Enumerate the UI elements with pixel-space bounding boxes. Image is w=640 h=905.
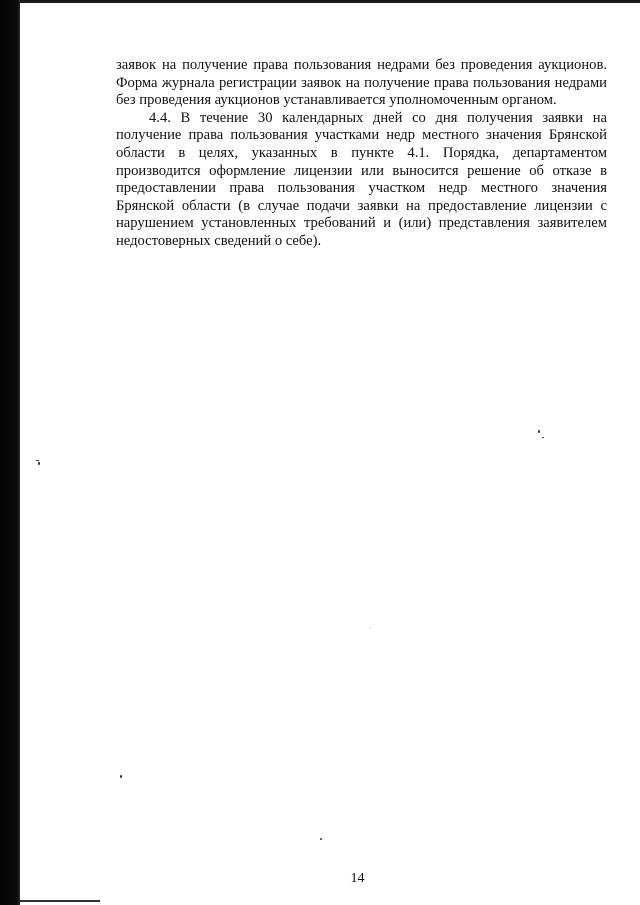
scan-speck — [36, 460, 39, 461]
scan-speck — [370, 627, 371, 628]
paragraph-continuation: заявок на получение права пользования недрами без проведения аукционов. Форма журнала регистрации заявок на получение права пользования недрами без проведения аукционов устанавливается уполномоченным органом. — [116, 57, 607, 109]
scan-top-edge — [20, 0, 640, 3]
document-body — [116, 57, 607, 251]
scan-speck — [542, 437, 544, 438]
scan-speck — [320, 838, 322, 840]
scan-speck — [538, 430, 540, 433]
page-number: 14 — [350, 871, 365, 886]
scan-speck — [120, 775, 122, 778]
scan-bottom-edge — [20, 900, 100, 902]
scan-speck — [38, 462, 40, 465]
scan-edge-shadow — [0, 0, 20, 905]
paragraph-4-4: 4.4. В течение 30 календарных дней со дня получения заявки на получение права пользования участками недр местного значения Брянской области в целях, указанных в пункте 4.1. Порядка, департаментом производится оформление лицензии или выносится решение об отказе в предоставлении права пользования участком недр местного значения Брянской области (в случае подачи заявки на предоставление лицензии с нарушением установленных требований и (или) представления заявителем недостоверных сведений о себе). — [116, 109, 607, 249]
